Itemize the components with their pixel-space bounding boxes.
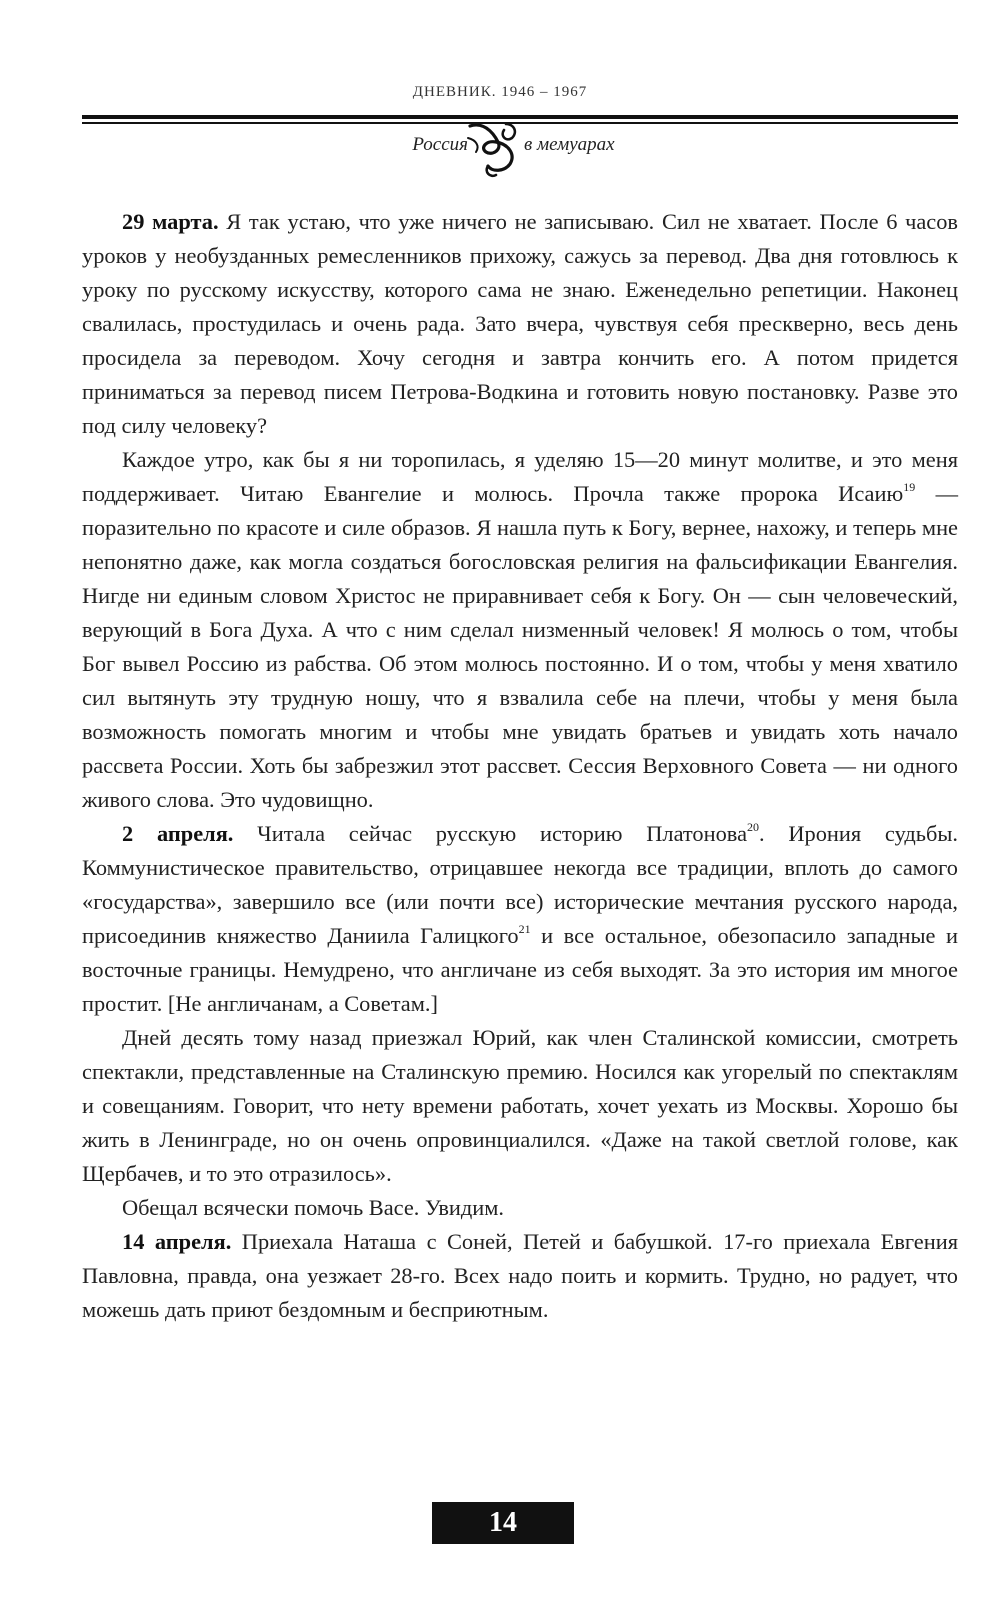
series-ornament-icon: [462, 118, 532, 180]
entry-2-april: [82, 817, 958, 1021]
paragraph-text: Обещал всячески помочь Васе. Увидим.: [122, 1195, 505, 1220]
footnote-marker: 19: [903, 480, 916, 494]
entry-29-march: [82, 205, 958, 443]
entry-text: . Ирония судьбы. Коммунистическое правительство, отрицавшее некогда все традиции, вплоть до самого «государства», завершило все (или почти все) исторические мечтания русского народа, присоединив княжество Даниила Галицкого: [82, 821, 958, 948]
series-title-right: в мемуарах: [524, 134, 615, 155]
paragraph-prayer: [82, 443, 958, 817]
entry-text: Я так устаю, что уже ничего не записываю. Сил не хватает. После 6 часов уроков у необузданных ремесленников прихожу, сажусь за перевод. Два дня готовлюсь к уроку по русскому искусству, которого сама не знаю. Еженедельно репетиции. Наконец свалилась, простудилась и очень рада. Зато вчера, чувствуя себя прескверно, весь день просидела за переводом. Хочу сегодня и завтра кончить его. А потом придется приниматься за перевод писем Петрова-Водкина и готовить новую постановку. Разве это под силу человеку?: [82, 209, 958, 438]
paragraph-text: Каждое утро, как бы я ни торопилась, я уделяю 15—20 минут молитве, и это меня поддерживает. Читаю Евангелие и молюсь. Прочла также пророка Исаию: [82, 447, 958, 506]
entry-text: и все остальное, обезопасило западные и восточные границы. Немудрено, что англичане из себя выходят. За это история им многое простит. [Не англичанам, а Советам.]: [82, 923, 958, 1016]
entry-text: Читала сейчас русскую историю Платонова: [233, 821, 748, 846]
entry-date: 29 марта.: [122, 209, 219, 234]
footnote-marker: 20: [747, 820, 760, 834]
series-title: [0, 128, 1000, 178]
paragraph-text: — поразительно по красоте и силе образов. Я нашла путь к Богу, вернее, нахожу, и теперь мне непонятно даже, как могла создаться богословская религия на фальсификации Евангелия. Нигде ни единым словом Христос не приравнивает себя к Богу. Он — сын человеческий, верующий в Бога Духа. А что с ним сделал низменный человек! Я молюсь о том, чтобы Бог вывел Россию из рабства. Об этом молюсь постоянно. И о том, чтобы у меня хватило сил вытянуть эту трудную ношу, что я взвалила себе на плечи, чтобы у меня была возможность помогать многим и чтобы мне увидать братьев и увидать хоть начало рассвета России. Хоть бы забрезжил этот рассвет. Сессия Верховного Совета — ни одного живого слова. Это чудовищно.: [82, 481, 958, 812]
running-head: ДНЕВНИК. 1946 – 1967: [412, 84, 588, 100]
footnote-marker: 21: [518, 922, 531, 936]
entry-date: 14 апреля.: [122, 1229, 232, 1254]
entry-14-april: [82, 1225, 958, 1327]
paragraph-yuri: [82, 1021, 958, 1191]
page-number: 14: [432, 1502, 574, 1544]
entry-date: 2 апреля.: [122, 821, 234, 846]
diary-text: [82, 205, 958, 1327]
paragraph-text: Дней десять тому назад приезжал Юрий, как член Сталинской комиссии, смотреть спектакли, представленные на Сталинскую премию. Носился как угорелый по спектаклям и совещаниям. Говорит, что нету времени работать, хочет уехать из Москвы. Хорошо бы жить в Ленинграде, но он очень опровинциалился. «Даже на такой светлой голове, как Щербачев, и то это отразилось».: [82, 1025, 958, 1186]
entry-text: Приехала Наташа с Соней, Петей и бабушкой. 17-го приехала Евгения Павловна, правда, она уезжает 28-го. Всех надо поить и кормить. Трудно, но радует, что можешь дать приют бездомным и бесприютным.: [82, 1229, 958, 1322]
paragraph-vasya: [82, 1191, 958, 1225]
series-title-left: Россия: [412, 134, 468, 155]
